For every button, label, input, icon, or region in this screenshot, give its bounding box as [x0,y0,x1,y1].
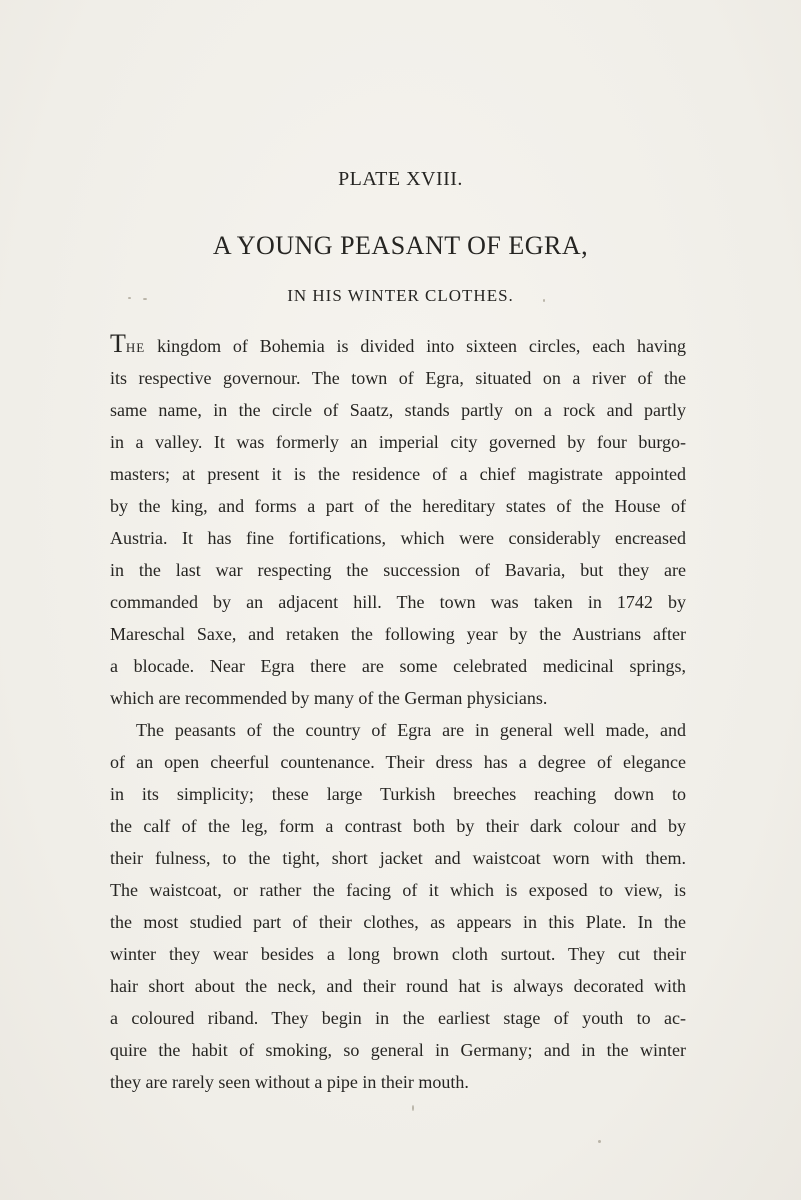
text-line: Austria. It has fine fortifications, which were considerably encreased [110,528,686,548]
text-line: The peasants of the country of Egra are in general well made, and [136,720,686,740]
paper-speck [412,1105,414,1111]
text-line: a blocade. Near Egra there are some celebrated medicinal springs, [110,656,686,676]
text-line: commanded by an adjacent hill. The town was taken in 1742 by [110,592,686,612]
text-line: its respective governour. The town of Egra, situated on a river of the [110,368,686,388]
text-line: Mareschal Saxe, and retaken the following year by the Austrians after [110,624,686,644]
text-line: in a valley. It was formerly an imperial city governed by four burgo- [110,432,686,452]
paper-speck [143,298,147,300]
text-line: a coloured riband. They begin in the earliest stage of youth to ac- [110,1008,686,1028]
small-caps: HE [125,340,146,355]
text-line: in its simplicity; these large Turkish breeches reaching down to [110,784,686,804]
text-line: which are recommended by many of the German physicians. [110,688,548,708]
plate-number: PLATE XVIII. [338,168,463,190]
text-line: same name, in the circle of Saatz, stands partly on a rock and partly [110,400,686,420]
text-line: by the king, and forms a part of the hereditary states of the House of [110,496,686,516]
page-title: A YOUNG PEASANT OF EGRA, [212,231,589,260]
text-line: in the last war respecting the succession of Bavaria, but they are [110,560,686,580]
text-line: their fulness, to the tight, short jacket and waistcoat worn with them. [110,848,686,868]
text-line: the calf of the leg, form a contrast both by their dark colour and by [110,816,686,836]
text-line: quire the habit of smoking, so general in Germany; and in the winter [110,1040,686,1060]
text-line: the most studied part of their clothes, as appears in this Plate. In the [110,912,686,932]
drop-cap: T [110,329,126,358]
page-subtitle: IN HIS WINTER CLOTHES. [287,286,514,305]
text-line: winter they wear besides a long brown cloth surtout. They cut their [110,944,686,964]
paper-speck [128,297,131,299]
text-line-1: THE kingdom of Bohemia is divided into sixteen circles, each having [110,329,686,358]
text-line: masters; at present it is the residence of a chief magistrate appointed [110,464,686,484]
text-line: they are rarely seen without a pipe in their mouth. [110,1072,469,1092]
text-line: hair short about the neck, and their round hat is always decorated with [110,976,686,996]
text-line: The waistcoat, or rather the facing of it which is exposed to view, is [110,880,686,900]
paper-speck [543,299,545,302]
text-line: of an open cheerful countenance. Their dress has a degree of elegance [110,752,686,772]
paper-speck [598,1140,601,1143]
